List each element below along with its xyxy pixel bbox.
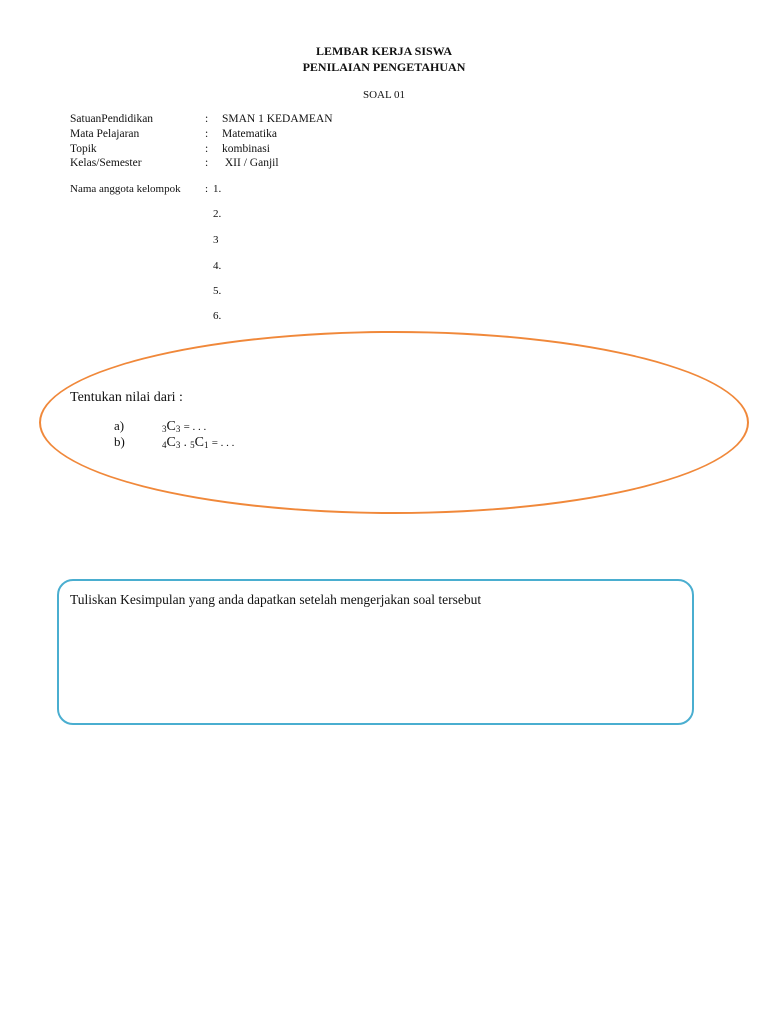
subscript: 3 bbox=[175, 424, 181, 434]
answer-blank: = . . . bbox=[211, 437, 235, 449]
info-label: Mata Pelajaran bbox=[70, 128, 140, 140]
question-title: Tentukan nilai dari : bbox=[70, 390, 183, 405]
members-separator: : bbox=[205, 183, 209, 195]
member-number: 2. bbox=[213, 208, 222, 220]
multiply-dot: . bbox=[180, 434, 191, 449]
combination-expression bbox=[162, 434, 234, 451]
member-number: 4. bbox=[213, 260, 222, 272]
subscript: 5 bbox=[190, 440, 195, 450]
question-ellipse bbox=[39, 331, 749, 514]
item-marker: a) bbox=[114, 418, 125, 433]
info-value: XII / Ganjil bbox=[222, 157, 279, 169]
conclusion-prompt: Tuliskan Kesimpulan yang anda dapatkan setelah mengerjakan soal tersebut bbox=[70, 592, 482, 607]
info-value: kombinasi bbox=[222, 143, 270, 155]
member-number: 1. bbox=[213, 183, 222, 195]
info-label: Kelas/Semester bbox=[70, 157, 142, 169]
info-separator: : bbox=[205, 128, 209, 140]
member-number: 3 bbox=[213, 234, 219, 246]
info-separator: : bbox=[205, 143, 209, 155]
info-label: SatuanPendidikan bbox=[70, 113, 154, 125]
info-separator: : bbox=[205, 157, 209, 169]
soal-number: SOAL 01 bbox=[362, 89, 406, 101]
info-separator: : bbox=[205, 113, 209, 125]
title-line-1: LEMBAR KERJA SISWA bbox=[315, 44, 453, 58]
member-number: 5. bbox=[213, 285, 222, 297]
info-value: SMAN 1 KEDAMEAN bbox=[222, 113, 333, 125]
info-value: Matematika bbox=[222, 128, 277, 140]
subscript: 3 bbox=[175, 440, 181, 450]
combination-letter: C bbox=[166, 419, 176, 434]
member-number: 6. bbox=[213, 310, 222, 322]
answer-blank: = . . . bbox=[183, 421, 207, 433]
title-line-2: PENILAIAN PENGETAHUAN bbox=[302, 60, 466, 74]
info-label: Topik bbox=[70, 143, 97, 155]
subscript: 3 bbox=[162, 424, 167, 434]
subscript: 1 bbox=[203, 440, 209, 450]
item-marker: b) bbox=[114, 434, 125, 449]
combination-expression bbox=[162, 418, 206, 435]
combination-letter: C bbox=[194, 435, 204, 450]
subscript: 4 bbox=[162, 440, 167, 450]
combination-letter: C bbox=[166, 435, 176, 450]
members-label: Nama anggota kelompok bbox=[70, 183, 181, 195]
